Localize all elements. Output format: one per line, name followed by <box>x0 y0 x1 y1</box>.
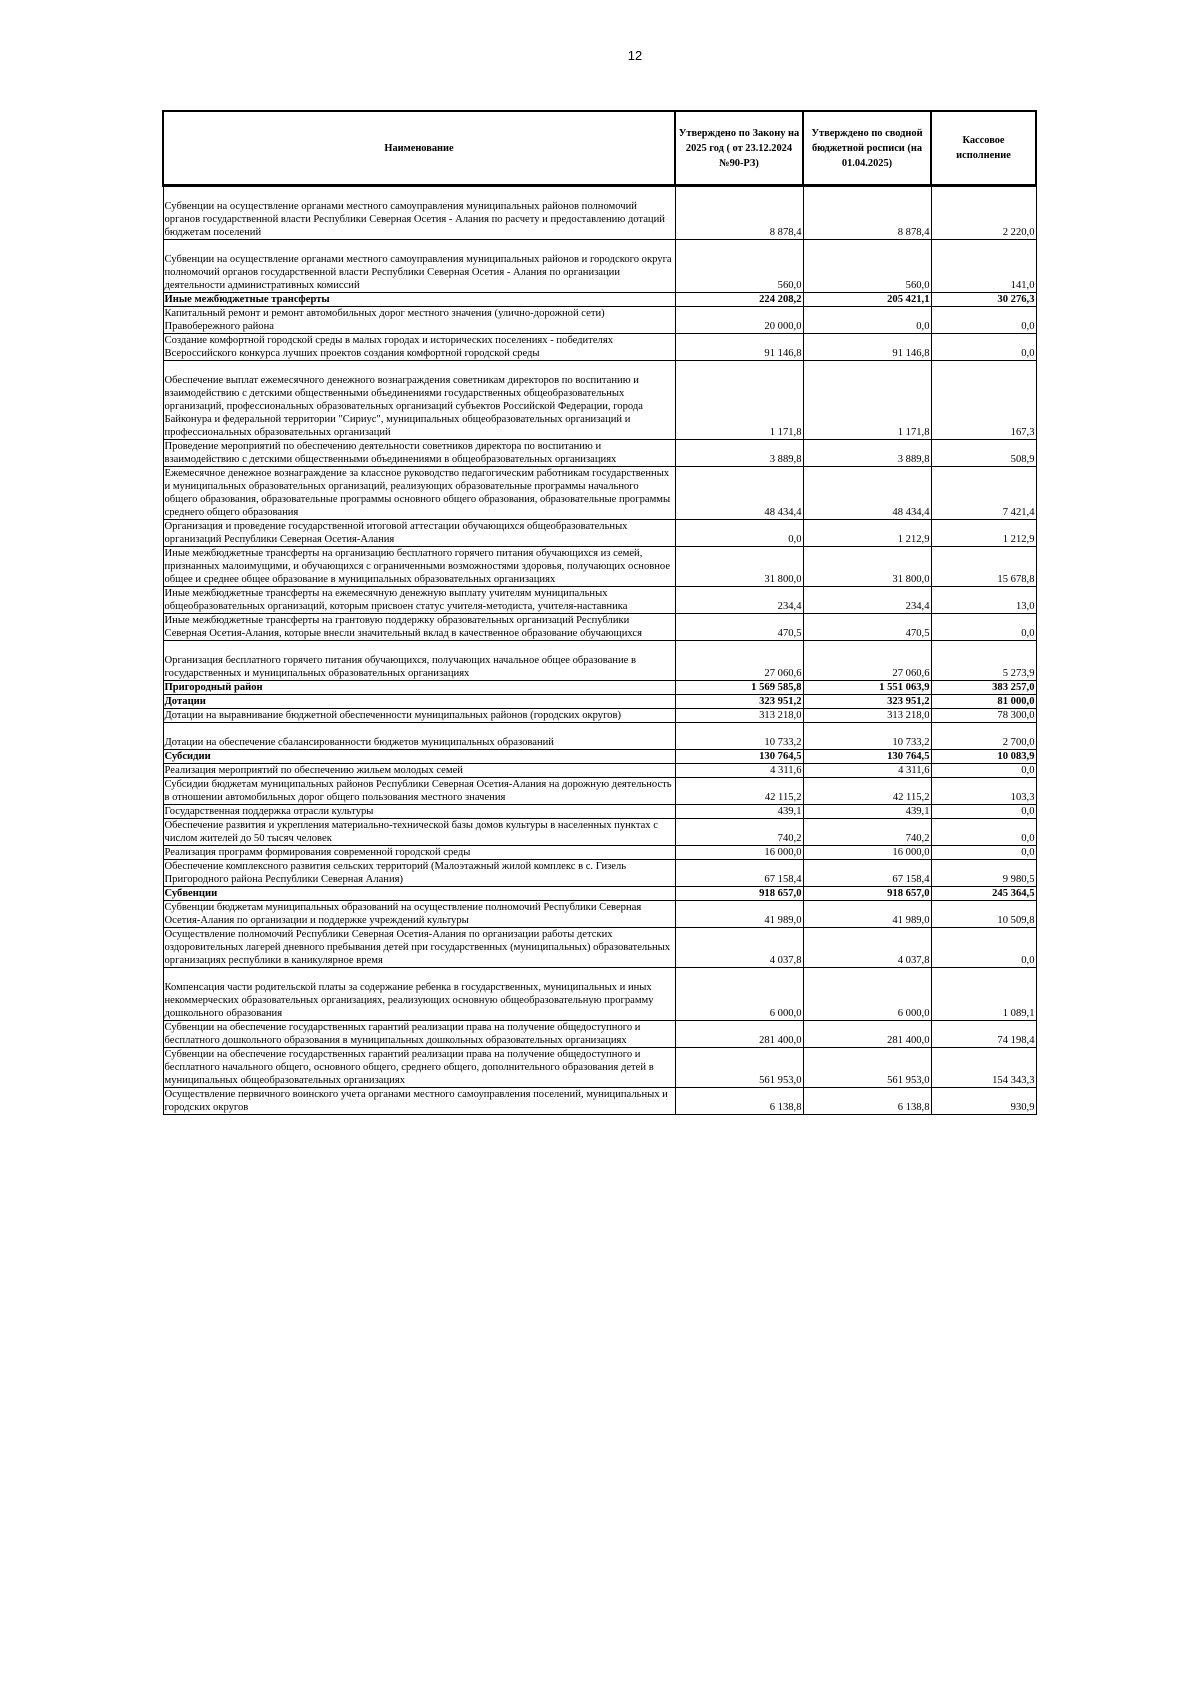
table-row <box>163 928 1036 968</box>
table-row <box>163 520 1036 547</box>
row-approved-law: 313 218,0 <box>675 709 803 723</box>
row-name: Иные межбюджетные трансферты <box>163 293 675 307</box>
row-approved-law: 31 800,0 <box>675 547 803 587</box>
table-row <box>163 307 1036 334</box>
row-approved-plan: 91 146,8 <box>803 334 931 361</box>
row-approved-plan: 313 218,0 <box>803 709 931 723</box>
table-row <box>163 547 1036 587</box>
row-cash-execution: 10 083,9 <box>931 750 1036 764</box>
row-approved-plan: 8 878,4 <box>803 186 931 240</box>
row-cash-execution: 5 273,9 <box>931 641 1036 681</box>
row-name: Субсидии <box>163 750 675 764</box>
row-cash-execution: 15 678,8 <box>931 547 1036 587</box>
table-row <box>163 240 1036 293</box>
row-cash-execution: 7 421,4 <box>931 467 1036 520</box>
row-approved-law: 16 000,0 <box>675 846 803 860</box>
header-name: Наименование <box>163 111 675 186</box>
row-approved-law: 740,2 <box>675 819 803 846</box>
row-approved-law: 4 311,6 <box>675 764 803 778</box>
row-approved-law: 42 115,2 <box>675 778 803 805</box>
row-name: Иные межбюджетные трансферты на грантовую поддержку образовательных организаций Республики Северная Осетия-Алания, которые внесли значительный вклад в качественное образование обучающихся <box>163 614 675 641</box>
budget-table <box>162 110 1037 1115</box>
row-cash-execution: 1 212,9 <box>931 520 1036 547</box>
row-approved-law: 130 764,5 <box>675 750 803 764</box>
table-row <box>163 614 1036 641</box>
table-row <box>163 467 1036 520</box>
row-approved-plan: 740,2 <box>803 819 931 846</box>
table-row <box>163 587 1036 614</box>
table-row <box>163 750 1036 764</box>
row-approved-plan: 10 733,2 <box>803 723 931 750</box>
row-approved-law: 4 037,8 <box>675 928 803 968</box>
table-row <box>163 723 1036 750</box>
row-cash-execution: 154 343,3 <box>931 1048 1036 1088</box>
table-row <box>163 361 1036 440</box>
row-approved-law: 234,4 <box>675 587 803 614</box>
row-approved-law: 224 208,2 <box>675 293 803 307</box>
row-approved-plan: 323 951,2 <box>803 695 931 709</box>
row-approved-plan: 560,0 <box>803 240 931 293</box>
table-row <box>163 1021 1036 1048</box>
row-approved-plan: 1 212,9 <box>803 520 931 547</box>
table-row <box>163 764 1036 778</box>
row-approved-plan: 4 037,8 <box>803 928 931 968</box>
row-name: Осуществление полномочий Республики Северная Осетия-Алания по организации работы детских оздоровительных лагерей дневного пребывания детей при государственных (муниципальных) образовательных организациях республики в каникулярное время <box>163 928 675 968</box>
row-cash-execution: 0,0 <box>931 307 1036 334</box>
table-row <box>163 440 1036 467</box>
row-approved-plan: 4 311,6 <box>803 764 931 778</box>
row-approved-plan: 41 989,0 <box>803 901 931 928</box>
row-name: Создание комфортной городской среды в малых городах и исторических поселениях - победителях Всероссийского конкурса лучших проектов создания комфортной городской среды <box>163 334 675 361</box>
row-approved-plan: 0,0 <box>803 307 931 334</box>
table-row <box>163 778 1036 805</box>
row-approved-law: 8 878,4 <box>675 186 803 240</box>
row-cash-execution: 0,0 <box>931 819 1036 846</box>
row-approved-plan: 67 158,4 <box>803 860 931 887</box>
row-cash-execution: 81 000,0 <box>931 695 1036 709</box>
row-approved-plan: 3 889,8 <box>803 440 931 467</box>
row-approved-plan: 439,1 <box>803 805 931 819</box>
row-cash-execution: 0,0 <box>931 614 1036 641</box>
row-approved-plan: 470,5 <box>803 614 931 641</box>
table-row <box>163 1048 1036 1088</box>
row-cash-execution: 13,0 <box>931 587 1036 614</box>
table-row <box>163 968 1036 1021</box>
row-approved-law: 918 657,0 <box>675 887 803 901</box>
table-row <box>163 681 1036 695</box>
row-approved-plan: 281 400,0 <box>803 1021 931 1048</box>
row-cash-execution: 10 509,8 <box>931 901 1036 928</box>
row-name: Организация бесплатного горячего питания обучающихся, получающих начальное общее образование в государственных и муниципальных образовательных организациях <box>163 641 675 681</box>
row-approved-plan: 42 115,2 <box>803 778 931 805</box>
table-row <box>163 901 1036 928</box>
row-approved-law: 6 000,0 <box>675 968 803 1021</box>
row-name: Реализация программ формирования современной городской среды <box>163 846 675 860</box>
row-approved-law: 67 158,4 <box>675 860 803 887</box>
row-cash-execution: 2 700,0 <box>931 723 1036 750</box>
table-row <box>163 186 1036 240</box>
row-name: Проведение мероприятий по обеспечению деятельности советников директора по воспитанию и взаимодействию с детскими общественными объединениями в общеобразовательных организациях <box>163 440 675 467</box>
row-approved-law: 10 733,2 <box>675 723 803 750</box>
row-approved-law: 323 951,2 <box>675 695 803 709</box>
row-approved-plan: 561 953,0 <box>803 1048 931 1088</box>
row-cash-execution: 0,0 <box>931 846 1036 860</box>
header-approved-plan: Утверждено по сводной бюджетной росписи (на 01.04.2025) <box>803 111 931 186</box>
row-approved-plan: 1 171,8 <box>803 361 931 440</box>
row-name: Обеспечение выплат ежемесячного денежного вознаграждения советникам директоров по воспитанию и взаимодействию с детскими общественными объединениями государственных общеобразовательных организаций, профессиональных образовательных организаций субъектов Российской Федерации, города Байконура и федеральной территории "Сириус", муниципальных общеобразовательных организаций и профессиональных образовательных организаций <box>163 361 675 440</box>
row-name: Государственная поддержка отрасли культуры <box>163 805 675 819</box>
row-name: Дотации на выравнивание бюджетной обеспеченности муниципальных районов (городских округов) <box>163 709 675 723</box>
row-approved-plan: 48 434,4 <box>803 467 931 520</box>
row-cash-execution: 0,0 <box>931 764 1036 778</box>
row-cash-execution: 141,0 <box>931 240 1036 293</box>
row-cash-execution: 245 364,5 <box>931 887 1036 901</box>
row-cash-execution: 1 089,1 <box>931 968 1036 1021</box>
row-approved-plan: 6 000,0 <box>803 968 931 1021</box>
row-cash-execution: 2 220,0 <box>931 186 1036 240</box>
row-approved-law: 470,5 <box>675 614 803 641</box>
row-name: Субвенции на осуществление органами местного самоуправления муниципальных районов полномочий органов государственной власти Республики Северная Осетия - Алания по расчету и предоставлению дотаций бюджетам поселений <box>163 186 675 240</box>
row-name: Организация и проведение государственной итоговой аттестации обучающихся общеобразовательных организаций Республики Северная Осетия-Алания <box>163 520 675 547</box>
table-row <box>163 846 1036 860</box>
table-body <box>163 186 1036 1115</box>
row-name: Субвенции на обеспечение государственных гарантий реализации права на получение общедоступного и бесплатного начального общего, основного общего, среднего общего, дополнительного образования детей в муниципальных общеобразовательных организациях <box>163 1048 675 1088</box>
row-approved-plan: 31 800,0 <box>803 547 931 587</box>
header-cash-execution: Кассовое исполнение <box>931 111 1036 186</box>
table-row <box>163 695 1036 709</box>
row-name: Обеспечение комплексного развития сельских территорий (Малоэтажный жилой комплекс в с. Гизель Пригородного района Республики Северная Алания) <box>163 860 675 887</box>
row-approved-law: 439,1 <box>675 805 803 819</box>
row-cash-execution: 0,0 <box>931 928 1036 968</box>
row-approved-plan: 1 551 063,9 <box>803 681 931 695</box>
table-row <box>163 293 1036 307</box>
row-cash-execution: 103,3 <box>931 778 1036 805</box>
row-cash-execution: 0,0 <box>931 334 1036 361</box>
row-cash-execution: 9 980,5 <box>931 860 1036 887</box>
row-name: Ежемесячное денежное вознаграждение за классное руководство педагогическим работникам государственных и муниципальных образовательных организаций, реализующих образовательные программы начального общего образования, образовательные программы основного общего образования, образовательные программы среднего общего образования <box>163 467 675 520</box>
table-row <box>163 860 1036 887</box>
table-row <box>163 805 1036 819</box>
row-name: Пригородный район <box>163 681 675 695</box>
table-row <box>163 641 1036 681</box>
table-row <box>163 887 1036 901</box>
row-cash-execution: 508,9 <box>931 440 1036 467</box>
row-name: Субсидии бюджетам муниципальных районов Республики Северная Осетия-Алания на дорожную деятельность в отношении автомобильных дорог общего пользования местного значения <box>163 778 675 805</box>
row-cash-execution: 30 276,3 <box>931 293 1036 307</box>
table-row <box>163 819 1036 846</box>
row-name: Субвенции на осуществление органами местного самоуправления муниципальных районов и городского округа полномочий органов государственной власти Республики Северная Осетия - Алания по организации деятельности административных комиссий <box>163 240 675 293</box>
row-name: Реализация мероприятий по обеспечению жильем молодых семей <box>163 764 675 778</box>
row-approved-law: 560,0 <box>675 240 803 293</box>
table-row <box>163 709 1036 723</box>
row-cash-execution: 167,3 <box>931 361 1036 440</box>
row-name: Осуществление первичного воинского учета органами местного самоуправления поселений, муниципальных и городских округов <box>163 1088 675 1115</box>
page-number: 12 <box>627 48 643 63</box>
row-approved-law: 20 000,0 <box>675 307 803 334</box>
row-name: Дотации <box>163 695 675 709</box>
row-approved-law: 41 989,0 <box>675 901 803 928</box>
row-approved-law: 1 171,8 <box>675 361 803 440</box>
row-approved-plan: 6 138,8 <box>803 1088 931 1115</box>
row-approved-plan: 130 764,5 <box>803 750 931 764</box>
row-name: Иные межбюджетные трансферты на организацию бесплатного горячего питания обучающихся из семей, признанных малоимущими, и обучающихся с ограниченными возможностями здоровья, получающих основное общее и среднее общее образование в муниципальных образовательных организациях <box>163 547 675 587</box>
row-cash-execution: 78 300,0 <box>931 709 1036 723</box>
row-approved-law: 561 953,0 <box>675 1048 803 1088</box>
row-name: Компенсация части родительской платы за содержание ребенка в государственных, муниципальных и иных некоммерческих образовательных организациях, реализующих основную общеобразовательную программу дошкольного образования <box>163 968 675 1021</box>
row-approved-law: 48 434,4 <box>675 467 803 520</box>
row-approved-law: 1 569 585,8 <box>675 681 803 695</box>
row-approved-plan: 16 000,0 <box>803 846 931 860</box>
row-approved-law: 3 889,8 <box>675 440 803 467</box>
row-approved-plan: 27 060,6 <box>803 641 931 681</box>
row-name: Обеспечение развития и укрепления материально-технической базы домов культуры в населенных пунктах с числом жителей до 50 тысяч человек <box>163 819 675 846</box>
row-approved-plan: 234,4 <box>803 587 931 614</box>
row-cash-execution: 930,9 <box>931 1088 1036 1115</box>
row-name: Субвенции <box>163 887 675 901</box>
table-row <box>163 334 1036 361</box>
row-approved-law: 91 146,8 <box>675 334 803 361</box>
row-approved-plan: 918 657,0 <box>803 887 931 901</box>
row-cash-execution: 0,0 <box>931 805 1036 819</box>
header-approved-law: Утверждено по Законy на 2025 год ( от 23.12.2024 №90-РЗ) <box>675 111 803 186</box>
row-name: Иные межбюджетные трансферты на ежемесячную денежную выплату учителям муниципальных общеобразовательных организаций, которым присвоен статус учителя-методиста, учителя-наставника <box>163 587 675 614</box>
row-name: Дотации на обеспечение сбалансированности бюджетов муниципальных образований <box>163 723 675 750</box>
row-approved-law: 6 138,8 <box>675 1088 803 1115</box>
row-approved-plan: 205 421,1 <box>803 293 931 307</box>
row-name: Капитальный ремонт и ремонт автомобильных дорог местного значения (улично-дорожной сети) Правобережного района <box>163 307 675 334</box>
table-row <box>163 1088 1036 1115</box>
row-cash-execution: 383 257,0 <box>931 681 1036 695</box>
row-approved-law: 0,0 <box>675 520 803 547</box>
row-name: Субвенции на обеспечение государственных гарантий реализации права на получение общедоступного и бесплатного дошкольного образования в муниципальных дошкольных образовательных организациях <box>163 1021 675 1048</box>
row-name: Субвенции бюджетам муниципальных образований на осуществление полномочий Республики Северная Осетия-Алания по организации и поддержке учреждений культуры <box>163 901 675 928</box>
row-approved-law: 27 060,6 <box>675 641 803 681</box>
row-approved-law: 281 400,0 <box>675 1021 803 1048</box>
row-cash-execution: 74 198,4 <box>931 1021 1036 1048</box>
table-header-row <box>163 111 1036 186</box>
